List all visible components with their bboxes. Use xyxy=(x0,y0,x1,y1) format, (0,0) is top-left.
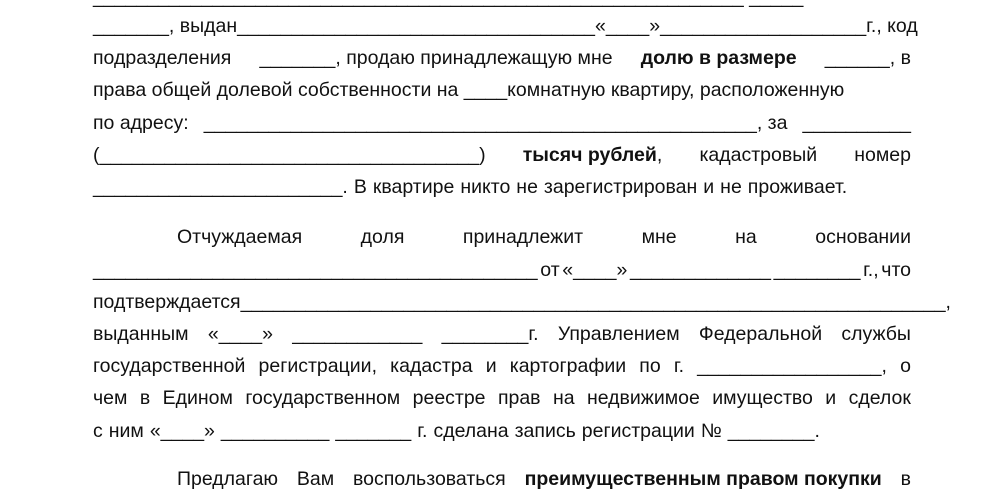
text-fragment: Предлагаю xyxy=(177,468,279,490)
text-fragment: ________. xyxy=(727,420,820,442)
text-line-1 xyxy=(93,11,918,41)
text-fragment: подразделения xyxy=(93,47,232,69)
text-fragment: реестре xyxy=(412,387,486,409)
text-fragment: «____» xyxy=(149,420,215,442)
text-fragment: Вам xyxy=(296,468,335,490)
text-fragment: Едином xyxy=(162,387,233,409)
text-fragment: в xyxy=(139,387,151,409)
text-fragment: доля xyxy=(360,226,405,248)
text-fragment: и xyxy=(485,355,497,377)
text-line-7 xyxy=(177,222,911,252)
text-fragment: государственной xyxy=(93,355,246,377)
text-fragment: __________ xyxy=(220,420,330,442)
text-fragment: сделана xyxy=(433,420,509,442)
text-fragment: ________ xyxy=(773,259,861,281)
text-fragment: ним xyxy=(108,420,144,442)
text-fragment: ______ xyxy=(801,15,867,37)
text-fragment: на xyxy=(735,226,757,248)
text-fragment: _______________________. xyxy=(93,176,348,198)
text-fragment: чем xyxy=(93,387,128,409)
text-fragment: в xyxy=(900,468,911,490)
text-fragment xyxy=(523,140,663,170)
text-fragment: _________________, xyxy=(697,355,887,377)
text-fragment: имущество xyxy=(712,387,813,409)
text-fragment: __________ xyxy=(802,112,911,134)
text-fragment: «____» xyxy=(207,323,273,345)
text-fragment: г. xyxy=(673,355,684,377)
text-fragment: никто xyxy=(460,176,511,198)
text-fragment: картографии xyxy=(509,355,627,377)
text-fragment: ___________________________________________________, за xyxy=(203,112,788,134)
text-fragment: права общей долевой собственности на ____комнатную квартиру, расположенную xyxy=(93,79,845,101)
text-fragment: квартире xyxy=(372,176,455,198)
text-fragment: ______, в xyxy=(824,47,911,69)
bold-text-fragment: тысяч рублей xyxy=(522,144,657,166)
text-line-4 xyxy=(93,108,911,138)
text-fragment: недвижимое xyxy=(586,387,700,409)
text-fragment: принадлежит xyxy=(462,226,584,248)
text-fragment: прав xyxy=(497,387,541,409)
text-line-3 xyxy=(93,75,911,105)
text-fragment: В xyxy=(353,176,367,198)
text-fragment: на xyxy=(552,387,575,409)
text-fragment: не xyxy=(516,176,538,198)
bold-text-fragment: долю в размере xyxy=(640,47,797,69)
bold-text-fragment: преимущественным правом покупки xyxy=(524,468,882,490)
text-line-6 xyxy=(93,172,911,202)
text-fragment: № xyxy=(700,420,722,442)
text-fragment: по xyxy=(639,355,661,377)
text-fragment: регистрации xyxy=(581,420,695,442)
text-line-14 xyxy=(177,464,911,494)
text-fragment: запись xyxy=(514,420,576,442)
text-fragment: государственном xyxy=(245,387,401,409)
text-line-12 xyxy=(93,383,911,413)
text-line-10 xyxy=(93,319,911,349)
text-line-9 xyxy=(93,287,951,317)
text-fragment: кадастра xyxy=(390,355,473,377)
text-fragment: регистрации, xyxy=(258,355,377,377)
text-fragment: подтверждается xyxy=(93,291,241,313)
text-fragment: что xyxy=(881,259,911,281)
text-fragment: , xyxy=(656,144,663,166)
text-line-2 xyxy=(93,43,911,73)
text-fragment: не xyxy=(720,176,742,198)
text-fragment: воспользоваться xyxy=(352,468,506,490)
text-fragment: с xyxy=(93,420,103,442)
text-fragment: сделок xyxy=(848,387,911,409)
text-fragment: _______, продаю принадлежащую мне xyxy=(259,47,613,69)
text-fragment: г. xyxy=(417,420,428,442)
text-fragment: по адресу: xyxy=(93,112,189,134)
text-fragment: ________г. xyxy=(441,323,539,345)
text-line-5 xyxy=(93,140,911,170)
text-fragment: и xyxy=(825,387,837,409)
text-fragment: кадастровый xyxy=(699,144,818,166)
text-fragment: ____________ xyxy=(292,323,423,345)
text-fragment: зарегистрирован xyxy=(543,176,698,198)
text-fragment: Федеральной xyxy=(698,323,823,345)
text-fragment: _________________________________ xyxy=(237,15,596,37)
text-fragment: _______, выдан xyxy=(93,15,238,37)
text-fragment: «____» xyxy=(562,259,628,281)
text-fragment: _______ xyxy=(335,420,412,442)
text-fragment: и xyxy=(703,176,715,198)
text-fragment: номер xyxy=(854,144,911,166)
text-fragment: _________________________________________________________________, xyxy=(240,291,951,313)
text-fragment: (___________________________________) xyxy=(93,144,486,166)
text-fragment: от xyxy=(540,259,560,281)
text-fragment: г., код xyxy=(866,15,918,37)
text-fragment: г., xyxy=(863,259,879,281)
text-fragment: службы xyxy=(841,323,911,345)
text-fragment: _________________________________________ xyxy=(93,259,538,281)
text-fragment: Управлением xyxy=(557,323,680,345)
text-fragment: Отчуждаемая xyxy=(177,226,303,248)
text-fragment: основании xyxy=(815,226,911,248)
text-line-11 xyxy=(93,351,911,381)
text-fragment: _____________ xyxy=(660,15,802,37)
text-fragment: проживает. xyxy=(747,176,848,198)
text-fragment: «____» xyxy=(595,15,661,37)
text-fragment: _____________ xyxy=(630,259,772,281)
text-line-13 xyxy=(93,416,911,446)
text-fragment: выданным xyxy=(93,323,189,345)
text-line-8 xyxy=(93,255,911,285)
text-fragment: о xyxy=(900,355,911,377)
text-fragment: мне xyxy=(641,226,677,248)
